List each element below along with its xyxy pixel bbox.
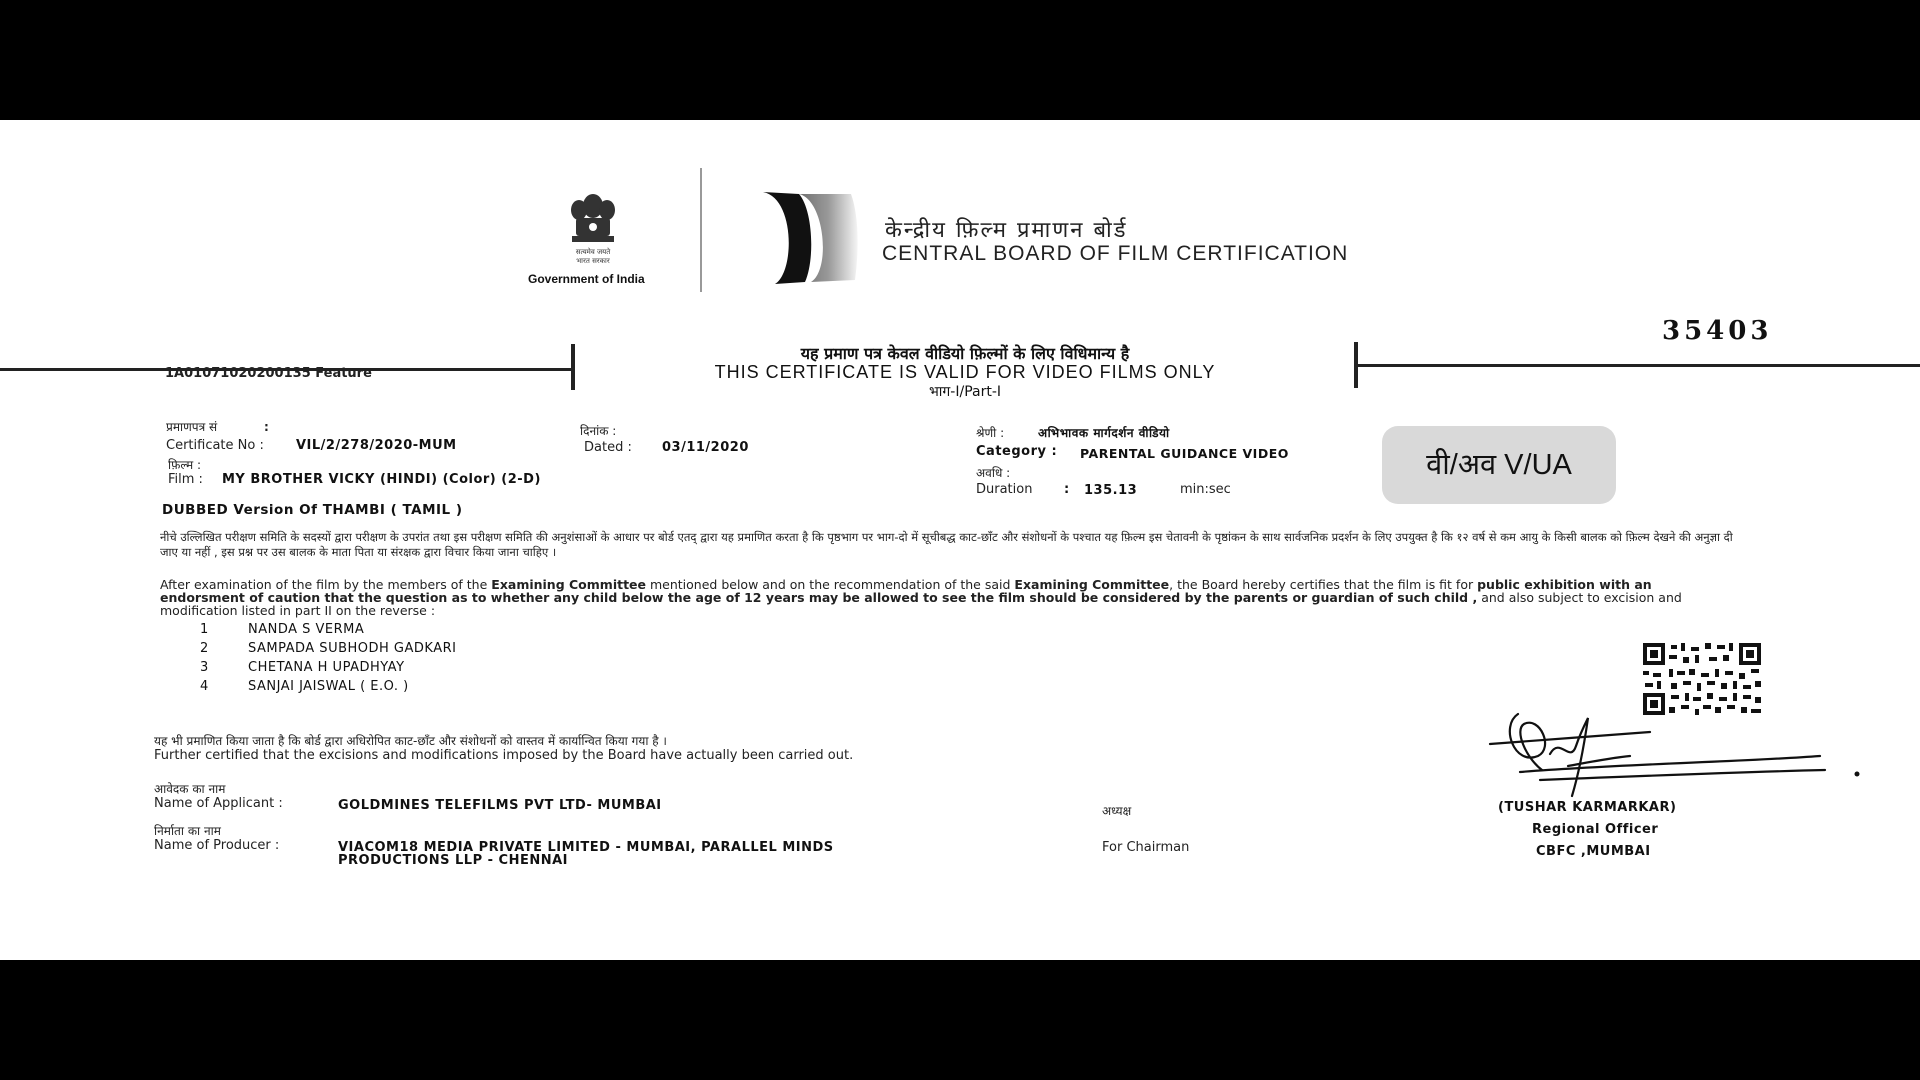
board-name-hindi: केन्द्रीय फ़िल्म प्रमाणन बोर्ड bbox=[885, 218, 1128, 243]
certificate-serial: 35403 bbox=[1662, 316, 1773, 346]
duration-label: Duration bbox=[976, 482, 1033, 497]
member-number: 2 bbox=[200, 641, 209, 656]
duration-unit: min:sec bbox=[1180, 482, 1231, 497]
cbfc-logo-icon bbox=[755, 180, 865, 290]
duration-value: 135.13 bbox=[1084, 483, 1138, 498]
producer-hindi: निर्माता का नाम bbox=[154, 824, 221, 838]
reference-id: 1A01071020200135 Feature bbox=[165, 366, 372, 381]
certificate-no-value: VIL/2/278/2020-MUM bbox=[296, 438, 457, 453]
rating-badge: वी/अव V/UA bbox=[1382, 426, 1616, 504]
emblem-country: भारत सरकार bbox=[576, 257, 610, 265]
para-part-5: , the Board hereby certifies that the film is fit for bbox=[1169, 577, 1478, 592]
committee-member bbox=[200, 679, 409, 694]
dubbed-note: DUBBED Version Of THAMBI ( TAMIL ) bbox=[162, 502, 463, 518]
para-part-6: public exhibition with an endorsment of caution that the question as to whether any child below the age of 12 years may be allowed to see the film should be considered by the parents or guardian of such child , bbox=[160, 577, 1652, 605]
committee-member bbox=[200, 622, 364, 637]
category-value: PARENTAL GUIDANCE VIDEO bbox=[1080, 446, 1289, 461]
qr-code-icon bbox=[1643, 643, 1761, 715]
emblem-caption bbox=[548, 248, 638, 266]
para-part-2: Examining Committee bbox=[491, 577, 647, 592]
member-name: SANJAI JAISWAL ( E.O. ) bbox=[248, 679, 409, 694]
committee-member bbox=[200, 660, 405, 675]
film-label: Film : bbox=[168, 472, 203, 487]
member-number: 4 bbox=[200, 679, 209, 694]
rule-right bbox=[1356, 364, 1920, 367]
rule-tick-right bbox=[1354, 342, 1358, 388]
dated-label: Dated : bbox=[584, 440, 632, 455]
header-divider bbox=[700, 168, 702, 292]
member-number: 1 bbox=[200, 622, 209, 637]
member-name: CHETANA H UPADHYAY bbox=[248, 660, 405, 675]
producer-value-line1: VIACOM18 MEDIA PRIVATE LIMITED - MUMBAI, PARALLEL MINDS bbox=[338, 840, 834, 855]
film-value: MY BROTHER VICKY (HINDI) (Color) (2-D) bbox=[222, 472, 541, 487]
member-name: SAMPADA SUBHODH GADKARI bbox=[248, 641, 457, 656]
officer-office: CBFC ,MUMBAI bbox=[1536, 844, 1651, 859]
duration-hindi: अवधि : bbox=[976, 466, 1011, 480]
category-hindi-value: अभिभावक मार्गदर्शन वीडियो bbox=[1038, 426, 1170, 440]
category-hindi-label: श्रेणी : bbox=[976, 426, 1005, 440]
officer-name: (TUSHAR KARMARKAR) bbox=[1498, 800, 1677, 815]
applicant-value: GOLDMINES TELEFILMS PVT LTD- MUMBAI bbox=[338, 798, 662, 813]
certificate-no-label: Certificate No : bbox=[166, 438, 264, 453]
dated-value: 03/11/2020 bbox=[662, 440, 749, 455]
para-part-4: Examining Committee bbox=[1014, 577, 1170, 592]
officer-title: Regional Officer bbox=[1532, 822, 1659, 837]
duration-colon: : bbox=[1064, 482, 1070, 497]
committee-member bbox=[200, 641, 456, 656]
emblem-motto: सत्यमेव जयते bbox=[575, 248, 611, 256]
certification-text-english bbox=[160, 578, 1740, 617]
further-certified-english: Further certified that the excisions and modifications imposed by the Board have actually been carried out. bbox=[154, 748, 854, 763]
category-label: Category : bbox=[976, 444, 1058, 459]
para-part-3: mentioned below and on the recommendation of the said bbox=[646, 577, 1015, 592]
applicant-label: Name of Applicant : bbox=[154, 796, 283, 811]
producer-value-line2: PRODUCTIONS LLP - CHENNAI bbox=[338, 853, 569, 868]
film-hindi: फ़िल्म : bbox=[168, 458, 202, 472]
validity-hindi: यह प्रमाण पत्र केवल वीडियो फ़िल्मों के लिए विधिमान्य है bbox=[800, 344, 1130, 363]
validity-part: भाग-I/Part-I bbox=[928, 384, 1002, 400]
government-label: Government of India bbox=[528, 272, 645, 286]
dated-hindi: दिनांक : bbox=[580, 424, 617, 438]
certification-text-hindi: नीचे उल्लिखित परीक्षण समिति के सदस्यों द्वारा परीक्षण के उपरांत तथा इस परीक्षण समिति की अनुशंसाओं के आधार पर बोर्ड एतद् द्वारा यह प्रमाणित करता है कि पृष्ठभाग पर भाग-दो में सूचीबद्ध काट-छाँट और संशोधनों के पश्चात यह फ़िल्म इस चेतावनी के पृष्ठांकन के साथ सार्वजनिक प्रदर्शन के लिए उपयुक्त है कि १२ वर्ष से कम आयु के किसी बालक को फ़िल्म देखने की अनुज्ञा दी जाए या नहीं , इस प्रश्न पर उस बालक के माता पिता या संरक्षक द्वारा विचार किया जाना चाहिए । bbox=[160, 530, 1733, 559]
applicant-hindi: आवेदक का नाम bbox=[154, 782, 226, 796]
producer-label: Name of Producer : bbox=[154, 838, 280, 853]
para-part-1: After examination of the film by the members of the bbox=[160, 577, 492, 592]
member-number: 3 bbox=[200, 660, 209, 675]
para-part-7: and also subject to excision and modification listed in part II on the reverse : bbox=[160, 590, 1682, 618]
rule-tick-left bbox=[571, 344, 575, 390]
validity-english: THIS CERTIFICATE IS VALID FOR VIDEO FILMS ONLY bbox=[714, 362, 1216, 382]
certificate-no-colon: : bbox=[264, 420, 269, 434]
certificate-page bbox=[0, 120, 1920, 960]
chairman-hindi: अध्यक्ष bbox=[1102, 804, 1132, 818]
member-name: NANDA S VERMA bbox=[248, 622, 365, 637]
chairman-english: For Chairman bbox=[1102, 840, 1190, 855]
certificate-no-hindi: प्रमाणपत्र सं bbox=[166, 420, 218, 434]
further-certified-hindi: यह भी प्रमाणित किया जाता है कि बोर्ड द्वारा अधिरोपित काट-छाँट और संशोधनों को वास्तव में कार्यान्वित किया गया है । bbox=[154, 734, 667, 748]
board-name-english: CENTRAL BOARD OF FILM CERTIFICATION bbox=[882, 242, 1349, 265]
